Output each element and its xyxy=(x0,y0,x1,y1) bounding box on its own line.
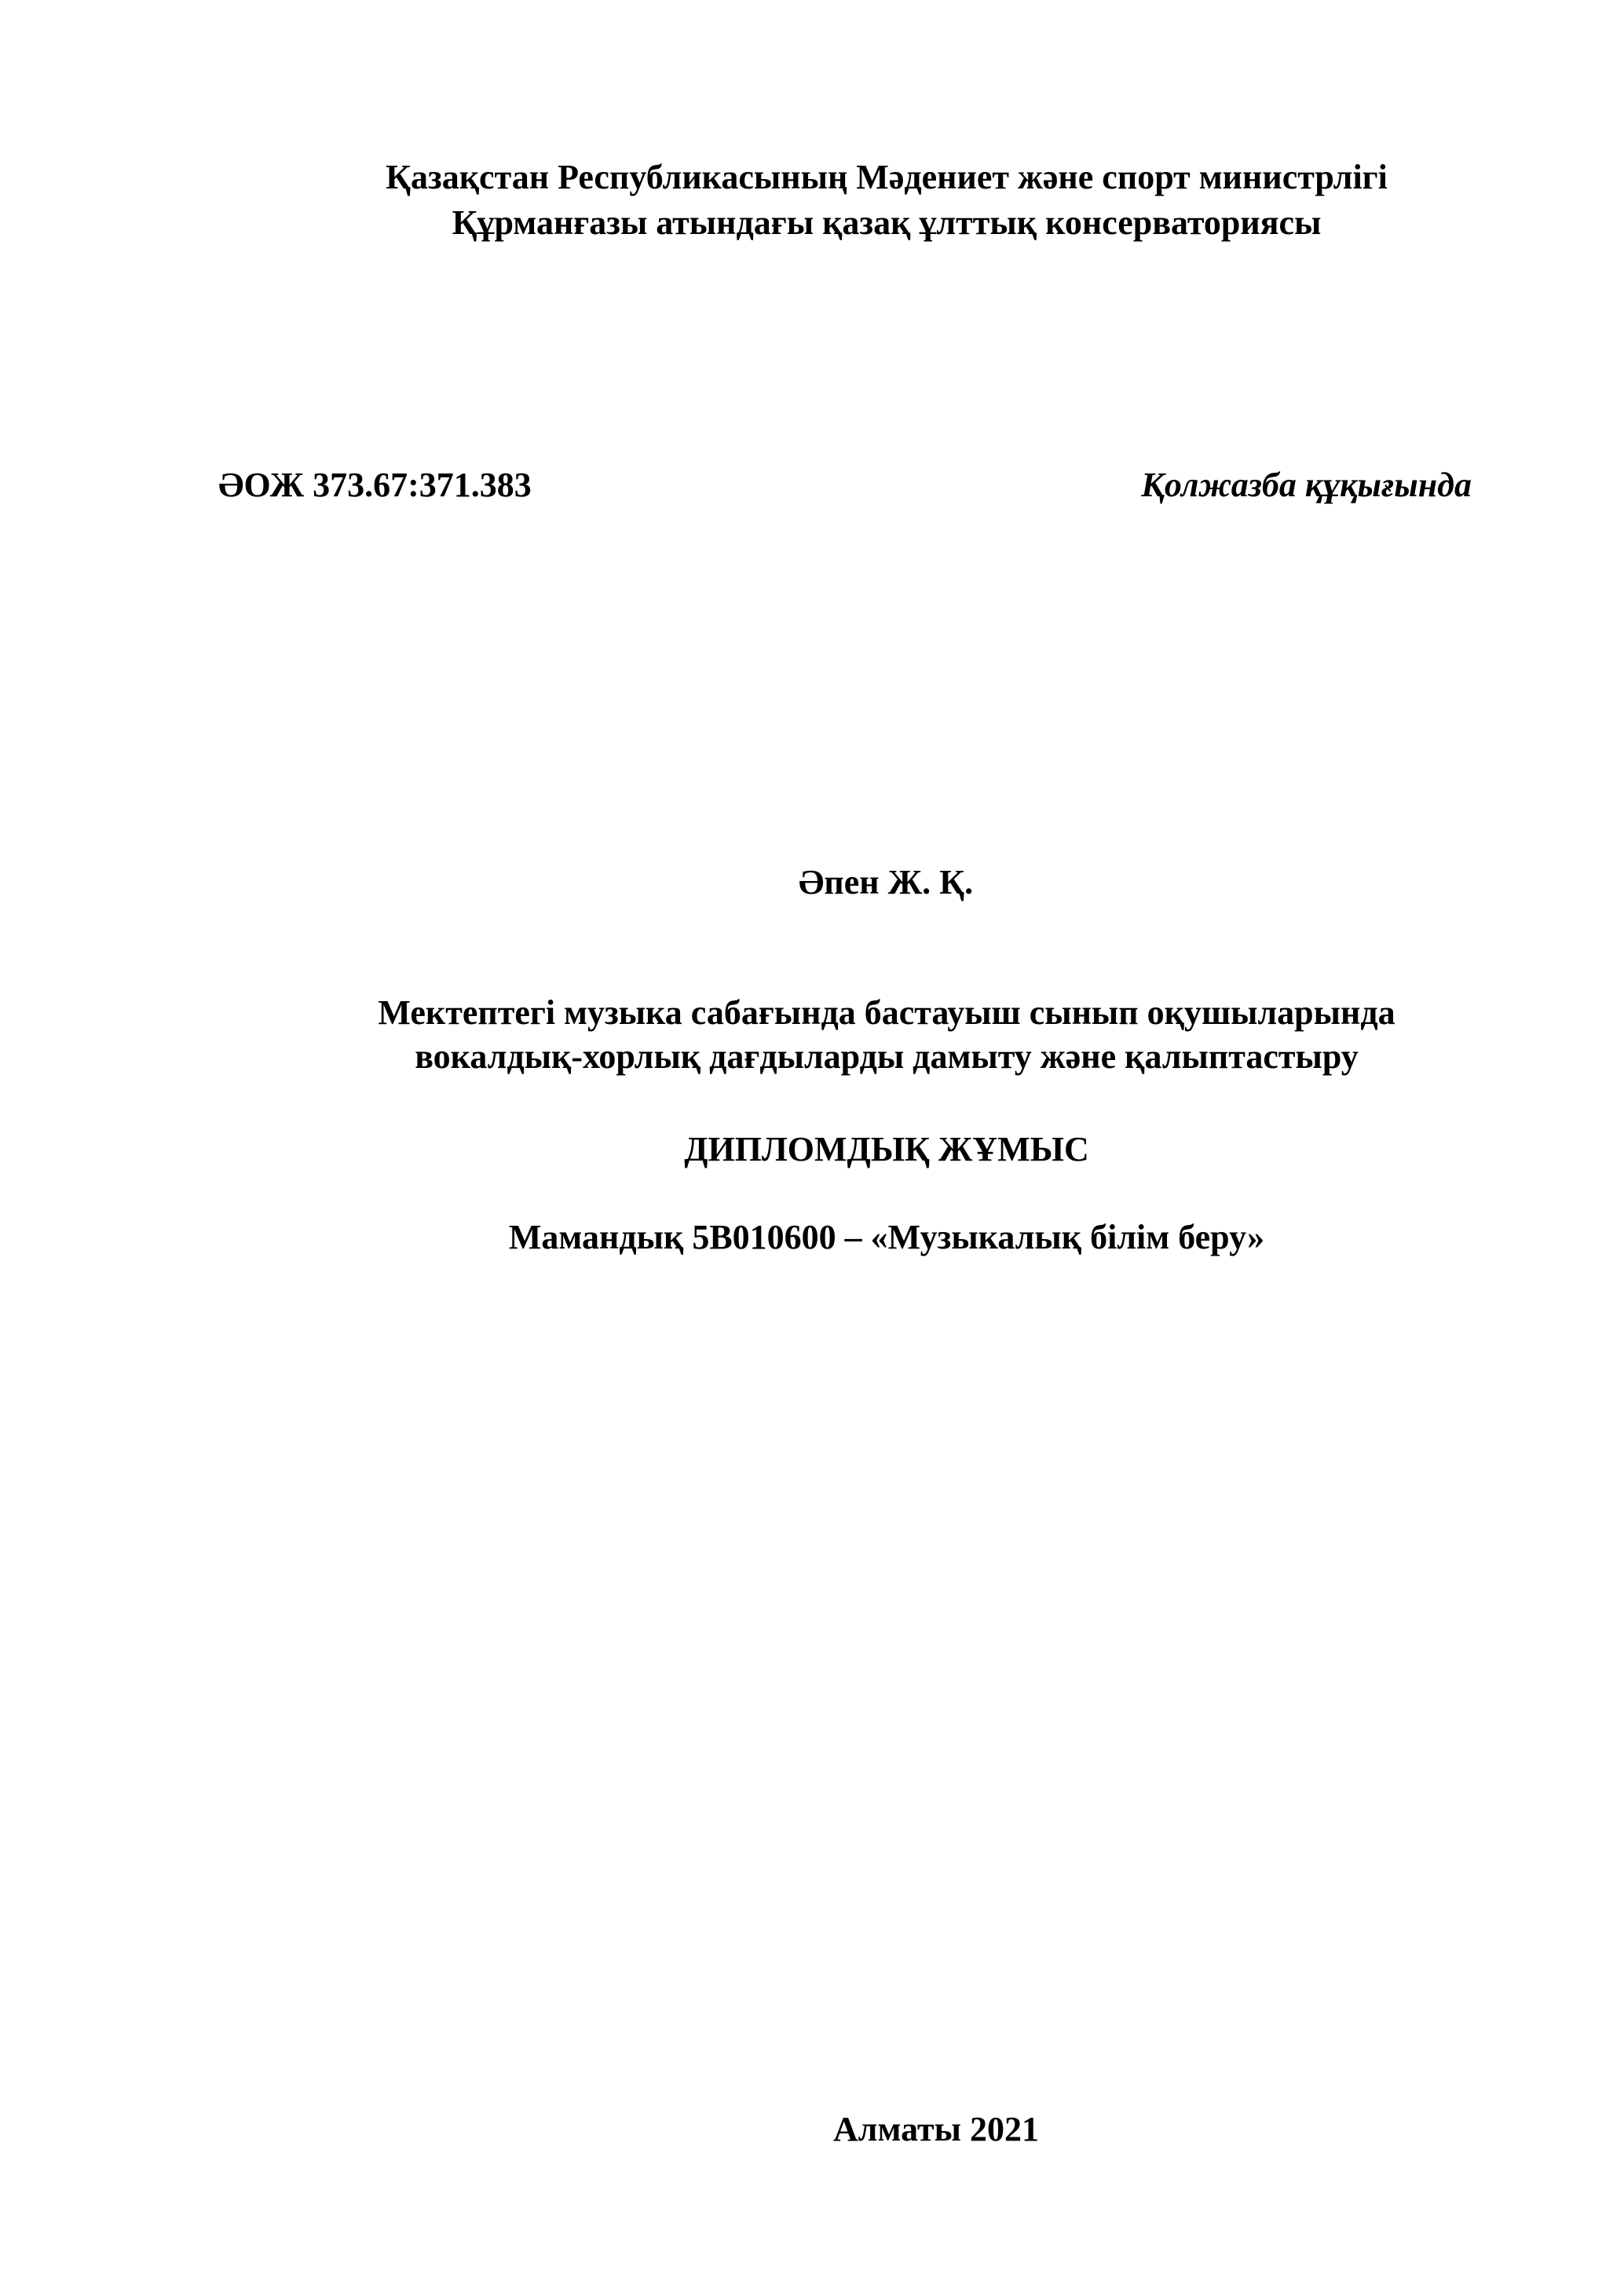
udc-code: ӘОЖ 373.67:371.383 xyxy=(218,466,532,504)
thesis-title-line-2: вокалдық-хорлық дағдыларды дамыту және қалыптастыру xyxy=(415,1037,1359,1076)
city-year: Алматы 2021 xyxy=(833,2110,1039,2148)
conservatory-heading: Құрманғазы атындағы қазақ ұлттық консерваториясы xyxy=(452,203,1322,242)
author-name: Әпен Ж. Қ. xyxy=(798,863,974,901)
work-type: ДИПЛОМДЫҚ ЖҰМЫС xyxy=(684,1130,1089,1168)
specialty: Мамандық 5В010600 – «Музыкалық білім беру» xyxy=(508,1218,1265,1256)
ministry-heading: Қазақстан Республикасының Мәдениет және спорт министрлігі xyxy=(386,158,1388,196)
manuscript-rights-note: Қолжазба құқығында xyxy=(1141,466,1472,504)
thesis-title-line-1: Мектептегі музыка сабағында бастауыш сынып оқушыларында xyxy=(378,993,1395,1032)
